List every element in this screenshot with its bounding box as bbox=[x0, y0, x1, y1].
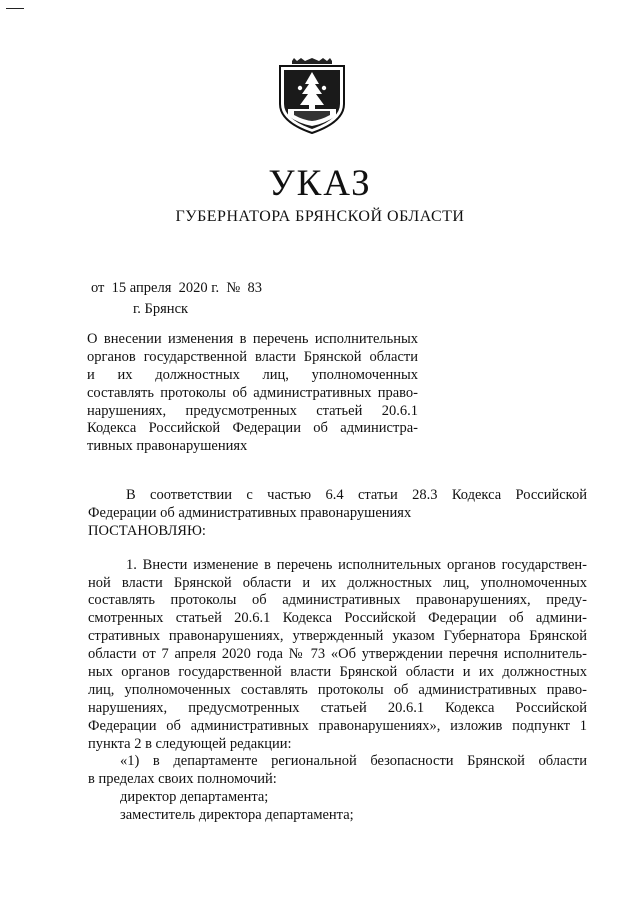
bryansk-coat-of-arms-icon bbox=[278, 58, 346, 134]
subject-line: составлять протоколы об административных право- bbox=[87, 384, 418, 401]
item-1-line: лиц, уполномоченных составлять протоколы об административных право- bbox=[88, 681, 587, 698]
decree-city: г. Брянск bbox=[133, 301, 189, 317]
item-1-line: нарушениях, предусмотренных статьей 20.6.1 Кодекса Российской bbox=[88, 699, 587, 716]
subitem-line: в пределах своих полномочий: bbox=[88, 771, 277, 788]
item-1-line: пункта 2 в следующей редакции: bbox=[88, 735, 292, 752]
preamble-line: Федерации об административных правонарушениях bbox=[88, 504, 412, 521]
subject-line: Кодекса Российской Федерации об администра- bbox=[87, 420, 418, 437]
item-1-line: области от 7 апреля 2020 года № 73 «Об утверждении перечня исполнитель- bbox=[88, 646, 587, 663]
subitem-line: заместитель директора департамента; bbox=[120, 807, 354, 824]
decree-title: УКАЗ bbox=[268, 163, 372, 204]
page-corner-mark bbox=[6, 8, 24, 9]
decree-date-number: от 15 апреля 2020 г. № 83 bbox=[91, 280, 263, 296]
subitem-line: директор департамента; bbox=[120, 789, 269, 806]
subject-line: органов государственной власти Брянской области bbox=[87, 348, 418, 365]
item-1-line: ной власти Брянской области и их должностных лиц, уполномоченных bbox=[88, 574, 587, 591]
decree-subject bbox=[87, 331, 418, 456]
item-1-line: Федерации об административных правонарушениях», изложив подпункт 1 bbox=[88, 717, 587, 734]
decree-issuer: ГУБЕРНАТОРА БРЯНСКОЙ ОБЛАСТИ bbox=[175, 208, 465, 225]
item-1-line: ных органов государственной власти Брянской области и их должностных bbox=[88, 664, 587, 681]
item-1-line: стративных правонарушениях, утвержденный указом Губернатора Брянской bbox=[88, 628, 587, 645]
preamble-line: В соответствии с частью 6.4 статьи 28.3 Кодекса Российской bbox=[126, 487, 587, 503]
item-1-line: 1. Внести изменение в перечень исполнительных органов государствен- bbox=[126, 556, 587, 573]
subject-line: О внесении изменения в перечень исполнительных bbox=[87, 331, 418, 347]
item-1-line: смотренных статьей 20.6.1 Кодекса Российской Федерации об админи- bbox=[88, 610, 587, 627]
subitem-line: «1) в департаменте региональной безопасности Брянской области bbox=[120, 753, 587, 770]
subject-line: и их должностных лиц, уполномоченных bbox=[87, 366, 418, 383]
decree-body bbox=[88, 487, 587, 825]
item-1-line: составлять протоколы об административных правонарушениях, преду- bbox=[88, 592, 587, 609]
subject-line: тивных правонарушениях bbox=[87, 438, 248, 455]
subject-line: нарушениях, предусмотренных статьей 20.6.1 bbox=[87, 402, 418, 419]
resolution-keyword: ПОСТАНОВЛЯЮ: bbox=[88, 522, 206, 539]
